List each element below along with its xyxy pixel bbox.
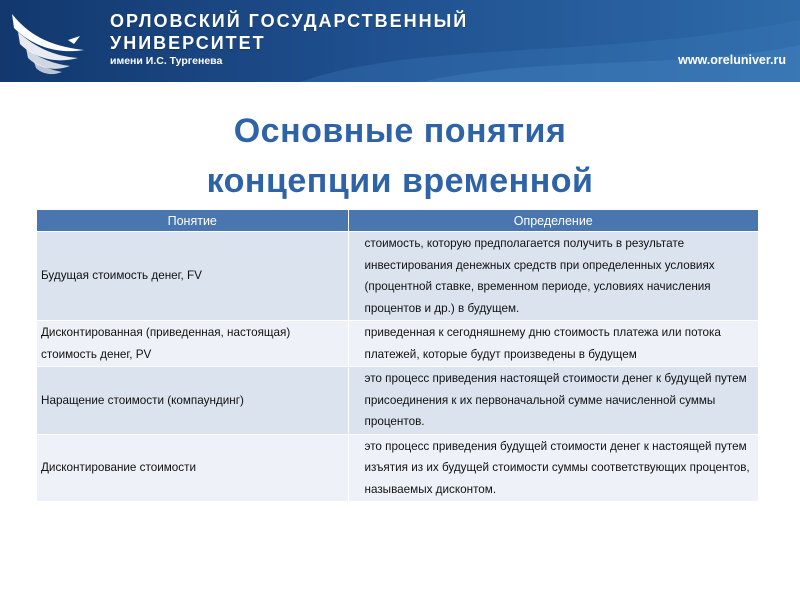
site-url-link[interactable]: www.oreluniver.ru [678, 53, 786, 67]
university-name-line1: ОРЛОВСКИЙ ГОСУДАРСТВЕННЫЙ [110, 11, 469, 31]
column-header-term: Понятие [37, 210, 348, 232]
table-row [37, 367, 758, 435]
definition-cell: это процесс приведения настоящей стоимости денег к будущей путем присоединения к их первоначальной сумме начисленной суммы процентов. [348, 367, 758, 435]
eagle-wing-logo-icon [8, 6, 90, 76]
university-name-line2: УНИВЕРСИТЕТ [110, 33, 266, 53]
definition-cell: стоимость, которую предполагается получить в результате инвестирования денежных средств при определенных условиях (процентной ставке, временном периоде, условиях начисления процентов и др.) в будущем. [348, 232, 758, 321]
header-banner [0, 0, 800, 82]
table-row [37, 321, 758, 367]
table-header-row [37, 210, 758, 232]
university-name [110, 10, 468, 54]
definition-cell: приведенная к сегодняшнему дню стоимость платежа или потока платежей, которые будут произведены в будущем [348, 321, 758, 367]
term-cell: Будущая стоимость денег, FV [37, 232, 348, 321]
table-row [37, 232, 758, 321]
column-header-definition: Определение [348, 210, 758, 232]
slide-title-line2: концепции временной [206, 162, 594, 200]
slide-title-line1: Основные понятия [233, 112, 567, 150]
term-cell: Дисконтирование стоимости [37, 434, 348, 502]
slide-title [0, 106, 800, 206]
term-cell: Наращение стоимости (компаундинг) [37, 367, 348, 435]
term-cell: Дисконтированная (приведенная, настоящая) стоимость денег, PV [37, 321, 348, 367]
table-row [37, 434, 758, 502]
university-subtitle: имени И.С. Тургенева [110, 55, 223, 67]
concepts-table [37, 210, 758, 502]
definition-cell: это процесс приведения будущей стоимости денег к настоящей путем изъятия из их будущей стоимости суммы соответствующих процентов, называемых дисконтом. [348, 434, 758, 502]
